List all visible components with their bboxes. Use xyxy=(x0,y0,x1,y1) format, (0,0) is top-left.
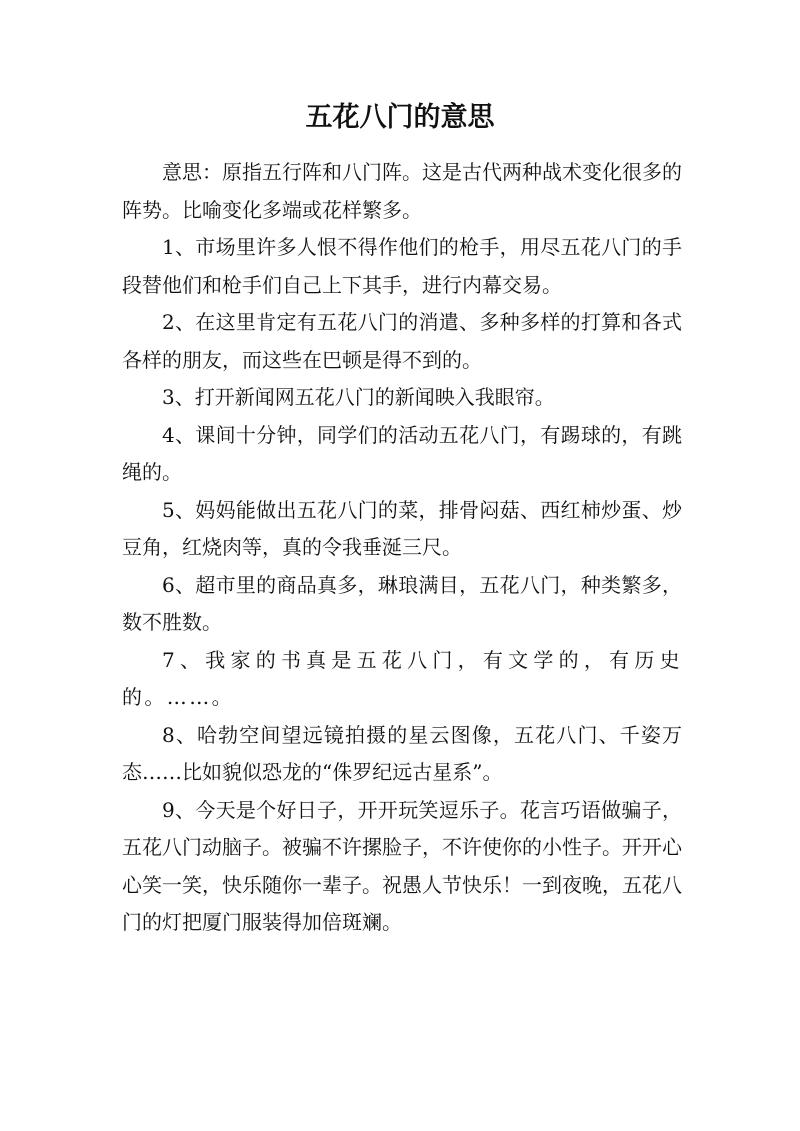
paragraph-example-4: 4、课间十分钟，同学们的活动五花八门，有踢球的，有跳绳的。 xyxy=(122,422,682,484)
paragraph-example-6: 6、超市里的商品真多，琳琅满目，五花八门，种类繁多，数不胜数。 xyxy=(122,572,682,634)
paragraph-example-7: 7、我家的书真是五花八门，有文学的，有历史的。……。 xyxy=(122,647,682,709)
page-title: 五花八门的意思 xyxy=(305,102,495,133)
paragraph-meaning: 意思：原指五行阵和八门阵。这是古代两种战术变化很多的阵势。比喻变化多端或花样繁多。 xyxy=(122,160,682,222)
document-body xyxy=(122,154,682,942)
paragraph-example-1: 1、市场里许多人恨不得作他们的枪手，用尽五花八门的手段替他们和枪手们自己上下其手，进行内幕交易。 xyxy=(122,235,682,297)
paragraph-example-2: 2、在这里肯定有五花八门的消遣、多种多样的打算和各式各样的朋友，而这些在巴顿是得不到的。 xyxy=(122,310,682,372)
paragraph-example-8: 8、哈勃空间望远镜拍摄的星云图像，五花八门、千姿万态……比如貌似恐龙的“侏罗纪远古星系”。 xyxy=(122,722,682,784)
paragraph-example-3: 3、打开新闻网五花八门的新闻映入我眼帘。 xyxy=(162,385,555,409)
paragraph-example-5: 5、妈妈能做出五花八门的菜，排骨闷菇、西红柿炒蛋、炒豆角，红烧肉等，真的令我垂涎三尺。 xyxy=(122,497,682,559)
paragraph-example-9: 9、今天是个好日子，开开玩笑逗乐子。花言巧语做骗子，五花八门动脑子。被骗不许摞脸子，不许使你的小性子。开开心心笑一笑，快乐随你一辈子。祝愚人节快乐！一到夜晚，五花八门的灯把厦门服装得加倍斑斓。 xyxy=(122,797,682,934)
